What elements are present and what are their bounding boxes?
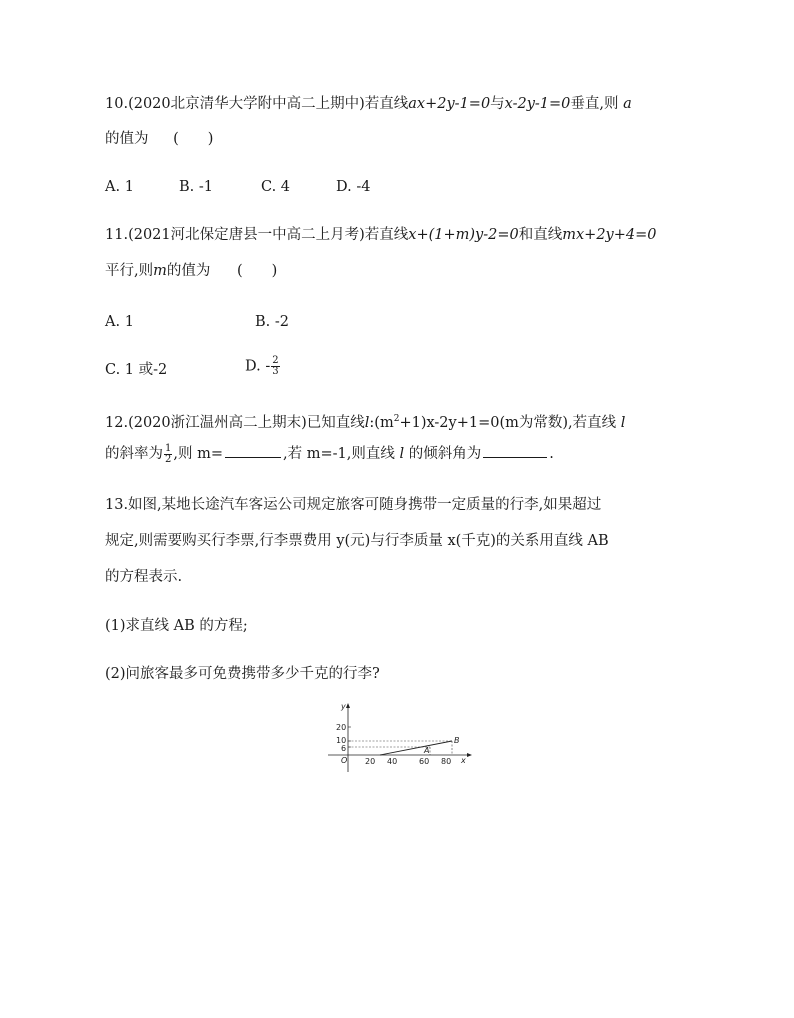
q13-figure (320, 700, 480, 776)
q10-option-a: A. 1 (105, 179, 134, 195)
y-tick-10: 10 (336, 736, 347, 745)
q13-line3: 的方程表示. (105, 569, 183, 585)
y-axis-label: y (341, 702, 346, 711)
q10-option-d: D. -4 (336, 179, 371, 195)
q12-number: 12. (105, 414, 129, 431)
q11-line1 (105, 225, 657, 245)
q11-option-b: B. -2 (255, 314, 289, 330)
y-tick-6: 6 (341, 744, 347, 753)
q11-option-d-denominator: 3 (272, 366, 279, 377)
q10-value-label: 的值为 (105, 131, 149, 147)
q12-source: (2020浙江温州高二上期末) (128, 414, 307, 431)
q11-stem-c: 平行,则 (105, 263, 154, 279)
q10-var: a (623, 96, 632, 112)
q10-answer-paren: ( ) (173, 131, 214, 147)
q11-stem-d: 的值为 (166, 263, 211, 279)
q12-line-name-3: l (399, 446, 405, 462)
q10-stem-a: 若直线 (364, 96, 409, 112)
q11-var: m (153, 263, 167, 279)
q12-slope-label: 的斜率为 (105, 446, 163, 462)
q13-subquestion-2: (2)问旅客最多可免费携带多少千克的行李? (105, 666, 380, 682)
q12-eq-start: :(m (369, 414, 394, 431)
q13-line2: 规定,则需要购买行李票,行李票费用 y(元)与行李质量 x(千克)的关系用直线 AB (105, 533, 609, 549)
q12-period: . (549, 446, 554, 462)
q11-option-d-fraction (271, 356, 279, 377)
q12-line-name: l (364, 414, 370, 431)
q12-fraction-numerator: 1 (165, 442, 172, 454)
x-tick-20: 20 (365, 757, 376, 766)
q12-line1 (105, 409, 625, 433)
q12-answer-blank-2[interactable] (483, 443, 547, 458)
q12-condition: ,若 m=-1,则直线 (283, 446, 395, 462)
q12-line2 (105, 443, 554, 465)
q10-line1 (105, 94, 632, 114)
y-axis-arrow (346, 703, 350, 708)
q10-source: (2020北京清华大学附中高二上期中) (128, 96, 365, 112)
q11-eq1: x+(1+m)y-2=0 (408, 227, 519, 243)
q11-option-c: C. 1 或-2 (105, 362, 168, 378)
q11-answer-paren: ( ) (236, 263, 278, 279)
q10-option-c: C. 4 (261, 179, 291, 195)
q11-option-d-numerator: 2 (272, 355, 279, 366)
point-a-label: A (424, 746, 430, 755)
q12-exponent: 2 (393, 414, 400, 424)
x-tick-60: 60 (419, 757, 430, 766)
y-tick-20: 20 (336, 723, 347, 732)
q11-mid: 和直线 (518, 227, 563, 243)
q10-eq2: x-2y-1=0 (504, 96, 571, 112)
q11-option-d-prefix: D. - (245, 358, 271, 375)
q10-mid: 与 (490, 96, 505, 112)
x-axis-arrow (467, 753, 472, 757)
q12-answer-blank-1[interactable] (225, 443, 281, 458)
q11-option-a: A. 1 (105, 314, 134, 330)
point-b-label: B (454, 736, 460, 745)
q11-eq2: mx+2y+4=0 (562, 227, 657, 243)
q13-line1: 13.如图,某地长途汽车客运公司规定旅客可随身携带一定质量的行李,如果超过 (105, 497, 602, 513)
q12-angle-label: 的倾斜角为 (408, 446, 482, 462)
q11-option-d (245, 356, 281, 377)
x-tick-80: 80 (441, 757, 452, 766)
x-axis-label: x (461, 756, 466, 765)
q10-eq1: ax+2y-1=0 (408, 96, 491, 112)
line-ab (380, 741, 452, 755)
q10-option-b: B. -1 (179, 179, 213, 195)
q10-number: 10. (105, 96, 129, 112)
q10-line2 (105, 129, 213, 149)
q13-subquestion-1: (1)求直线 AB 的方程; (105, 618, 248, 634)
q12-line-name-2: l (620, 414, 626, 431)
q11-number: 11. (105, 227, 129, 243)
q11-source: (2021河北保定唐县一中高二上月考) (128, 227, 365, 243)
q11-line2 (105, 261, 277, 281)
q12-stem-a: 已知直线 (306, 414, 365, 431)
q12-fraction-denominator: 2 (165, 453, 172, 465)
q10-stem-b: 垂直,则 (570, 96, 619, 112)
origin-label: O (341, 756, 348, 765)
q12-m-label: ,则 m= (173, 446, 223, 462)
x-tick-40: 40 (387, 757, 398, 766)
q12-eq-rest: +1)x-2y+1=0(m为常数),若直线 (399, 414, 617, 431)
q12-slope-fraction (164, 444, 172, 465)
q11-stem-a: 若直线 (364, 227, 409, 243)
